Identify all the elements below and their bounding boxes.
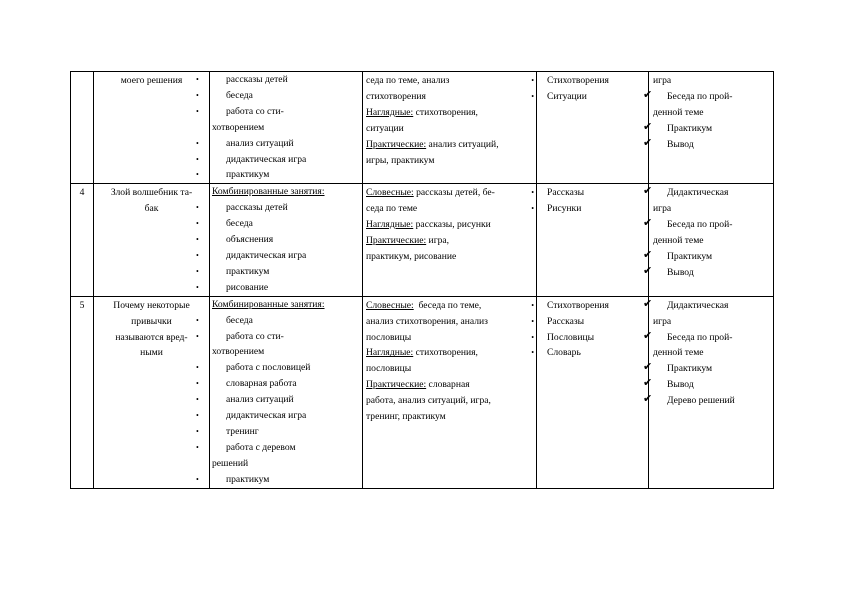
- checkmark-icon: ✔: [643, 185, 653, 198]
- checkmark-icon: ✔: [643, 377, 653, 390]
- form-text: игры, практикум: [366, 154, 435, 166]
- bullet-icon: •: [531, 204, 534, 214]
- bullet-icon: •: [196, 138, 199, 148]
- result-text: игра: [653, 315, 672, 327]
- form-item: [366, 73, 534, 89]
- form-label: Наглядные:: [366, 106, 414, 118]
- visual-aids-cell: [537, 296, 649, 488]
- methods-header: Комбинированные занятия:: [212, 298, 325, 310]
- results-cell: [643, 296, 774, 488]
- bullet-icon: •: [196, 154, 199, 164]
- result-item: [653, 73, 771, 89]
- checkmark-icon: ✔: [643, 297, 653, 310]
- result-item: [643, 329, 771, 346]
- methods-cell: [196, 184, 363, 296]
- method-item: [196, 104, 362, 120]
- result-item: [643, 120, 771, 137]
- method-text: анализ ситуаций: [226, 137, 294, 149]
- method-item: [196, 313, 362, 329]
- visual-aid-item: Рассказы: [547, 315, 585, 327]
- lesson-topic-cell: [94, 72, 210, 184]
- form-text: работа, анализ ситуаций, игра,: [366, 395, 491, 407]
- result-item: [643, 264, 771, 281]
- form-item: [366, 217, 534, 233]
- results-cell: [643, 72, 774, 184]
- result-text: Беседа по прой-: [667, 90, 733, 102]
- form-text: седа по теме, анализ: [366, 75, 450, 86]
- result-item: [643, 297, 771, 314]
- visual-aid-item: Стихотворения: [547, 299, 609, 311]
- checkmark-icon: ✔: [643, 248, 653, 261]
- form-label: Наглядные:: [366, 219, 414, 231]
- bullet-icon: •: [196, 75, 199, 84]
- visual-aids-cell: [537, 72, 649, 184]
- method-text: работа с деревом: [226, 441, 296, 453]
- bullet-icon: •: [531, 188, 534, 198]
- form-item: [366, 298, 534, 314]
- bullet-icon: •: [196, 363, 199, 373]
- form-text: игра,: [426, 235, 450, 247]
- bullet-icon: •: [531, 348, 534, 358]
- form-label: Практические:: [366, 379, 427, 391]
- visual-aid-item: Ситуации: [547, 90, 587, 102]
- form-item: [366, 345, 534, 361]
- method-text: работа со сти-: [226, 330, 284, 342]
- result-item: [653, 105, 771, 121]
- result-text: Практикум: [667, 363, 713, 375]
- result-text: игра: [653, 75, 672, 86]
- method-item: [196, 280, 362, 296]
- result-text: Дидактическая: [667, 299, 729, 311]
- form-item: [366, 121, 534, 137]
- bullet-icon: •: [196, 282, 199, 292]
- method-item: [196, 440, 362, 456]
- method-item: [196, 136, 362, 152]
- checkmark-icon: ✔: [643, 393, 653, 406]
- bullet-icon: •: [196, 411, 199, 421]
- lesson-topic-cell: [94, 296, 210, 488]
- bullet-icon: •: [196, 331, 199, 341]
- result-text: Практикум: [667, 122, 713, 134]
- checkmark-icon: ✔: [643, 88, 653, 101]
- method-text: словарная работа: [226, 378, 297, 390]
- result-item: [653, 201, 771, 217]
- table-row: [71, 296, 774, 488]
- bullet-icon: •: [196, 235, 199, 245]
- method-item: [196, 232, 362, 248]
- method-text: дидактическая игра: [226, 153, 307, 165]
- result-text: Вывод: [667, 138, 694, 150]
- method-text: работа с пословицей: [226, 362, 311, 374]
- method-item: [196, 424, 362, 440]
- form-label: Наглядные:: [366, 347, 414, 359]
- method-text: практикум: [226, 473, 270, 485]
- result-text: Беседа по прой-: [667, 331, 733, 343]
- form-item: [366, 361, 534, 377]
- result-item: [653, 233, 771, 249]
- form-text: беседа по теме,: [413, 299, 482, 311]
- method-text: дидактическая игра: [226, 249, 307, 261]
- method-item: [196, 200, 362, 216]
- method-item: [196, 152, 362, 168]
- form-text: стихотворения: [366, 90, 426, 102]
- method-item: [196, 72, 362, 88]
- method-item: [196, 376, 362, 392]
- lesson-number-cell: [71, 184, 94, 296]
- checkmark-icon: ✔: [643, 136, 653, 149]
- form-text: анализ ситуаций,: [426, 138, 499, 150]
- result-text: денной теме: [653, 235, 704, 247]
- bullet-icon: •: [196, 474, 199, 484]
- form-text: тренинг, практикум: [366, 411, 446, 423]
- form-item: [366, 201, 534, 217]
- method-text: решений: [212, 457, 249, 469]
- bullet-icon: •: [196, 250, 199, 260]
- visual-aid-item: Рисунки: [547, 203, 582, 215]
- method-text: беседа: [226, 89, 253, 101]
- result-text: Вывод: [667, 379, 694, 391]
- method-text: рисование: [226, 281, 269, 293]
- form-text: рассказы, рисунки: [413, 219, 491, 231]
- method-item: [196, 408, 362, 424]
- lesson-topic-cell: [94, 184, 210, 296]
- result-text: игра: [653, 203, 672, 215]
- method-item: [196, 360, 362, 376]
- checkmark-icon: ✔: [643, 120, 653, 133]
- method-text: тренинг: [226, 425, 259, 437]
- form-text: стихотворения,: [413, 347, 478, 359]
- table-row: [71, 184, 774, 296]
- lesson-plan-table: [70, 71, 774, 489]
- checkmark-icon: ✔: [643, 361, 653, 374]
- forms-cell: [363, 184, 537, 296]
- visual-aid-item: Пословицы: [547, 331, 595, 343]
- method-item: [196, 88, 362, 104]
- method-item: [212, 344, 362, 360]
- form-item: [366, 314, 534, 330]
- result-text: Вывод: [667, 266, 694, 278]
- form-text: стихотворения,: [413, 106, 478, 118]
- method-item: [196, 167, 362, 183]
- form-item: [366, 185, 534, 201]
- method-text: практикум: [226, 169, 270, 181]
- bullet-icon: •: [196, 203, 199, 213]
- lesson-topic-line: привычки: [131, 315, 172, 327]
- lesson-number-cell: [71, 296, 94, 488]
- form-text: словарная: [426, 379, 470, 391]
- method-text: рассказы детей: [226, 202, 288, 214]
- checkmark-icon: ✔: [643, 217, 653, 230]
- method-text: рассказы детей: [226, 74, 288, 85]
- bullet-icon: •: [196, 395, 199, 405]
- result-item: [643, 136, 771, 153]
- result-item: [643, 88, 771, 105]
- result-item: [643, 248, 771, 265]
- lesson-topic-line: Почему некоторые: [113, 299, 190, 311]
- table-row: [71, 72, 774, 184]
- lesson-topic-line: называются вред-: [115, 331, 188, 343]
- method-text: беседа: [226, 218, 253, 230]
- result-item: [643, 377, 771, 393]
- form-text: ситуации: [366, 122, 404, 134]
- result-text: Беседа по прой-: [667, 219, 733, 231]
- result-item: [653, 345, 771, 361]
- form-item: [366, 89, 534, 105]
- lesson-number: 5: [79, 299, 85, 311]
- form-text: пословицы: [366, 363, 412, 375]
- form-item: [366, 249, 534, 265]
- methods-header: Комбинированные занятия:: [212, 186, 325, 198]
- method-text: объяснения: [226, 234, 274, 246]
- bullet-icon: •: [531, 300, 534, 310]
- bullet-icon: •: [196, 266, 199, 276]
- lesson-topic-line: ными: [140, 347, 163, 359]
- form-label: Практические:: [366, 138, 427, 150]
- lesson-number-cell: [71, 72, 94, 184]
- method-text: анализ ситуаций: [226, 394, 294, 406]
- visual-aid-item: Стихотворения: [547, 75, 609, 86]
- bullet-icon: •: [196, 106, 199, 116]
- bullet-icon: •: [196, 170, 199, 180]
- method-item: [196, 392, 362, 408]
- result-text: денной теме: [653, 347, 704, 359]
- method-text: хотворением: [212, 346, 265, 358]
- method-item: [196, 216, 362, 232]
- form-text: пословицы: [366, 331, 412, 343]
- form-label: Практические:: [366, 235, 427, 247]
- result-item: [643, 393, 771, 409]
- bullet-icon: •: [531, 316, 534, 326]
- method-item: [196, 329, 362, 345]
- visual-aid-item: Словарь: [547, 347, 581, 359]
- result-text: Практикум: [667, 250, 713, 262]
- result-text: Дидактическая: [667, 187, 729, 199]
- form-text: практикум, рисование: [366, 250, 457, 262]
- method-item: [212, 456, 362, 472]
- results-cell: [643, 184, 774, 296]
- visual-aid-item: Рассказы: [547, 187, 585, 199]
- visual-aids-cell: [537, 184, 649, 296]
- bullet-icon: •: [531, 76, 534, 85]
- method-text: работа со сти-: [226, 105, 284, 117]
- form-text: рассказы детей, бе-: [413, 187, 495, 199]
- lesson-topic-line: моего решения: [120, 75, 183, 86]
- bullet-icon: •: [196, 219, 199, 229]
- bullet-icon: •: [196, 90, 199, 100]
- form-item: [366, 233, 534, 249]
- form-item: [366, 393, 534, 409]
- lesson-topic-line: Злой волшебник та-: [110, 187, 193, 199]
- bullet-icon: •: [196, 379, 199, 389]
- form-label: Словесные:: [366, 299, 414, 311]
- result-text: Дерево решений: [667, 395, 735, 407]
- result-item: [643, 185, 771, 201]
- form-item: [366, 153, 534, 169]
- method-item: [196, 472, 362, 488]
- bullet-icon: •: [531, 332, 534, 342]
- bullet-icon: •: [531, 91, 534, 101]
- form-text: седа по теме: [366, 203, 418, 215]
- form-item: [366, 137, 534, 153]
- checkmark-icon: ✔: [643, 329, 653, 342]
- method-text: беседа: [226, 314, 253, 326]
- bullet-icon: •: [196, 426, 199, 436]
- lesson-number: 4: [79, 187, 85, 199]
- bullet-icon: •: [196, 315, 199, 325]
- method-text: дидактическая игра: [226, 410, 307, 422]
- method-text: хотворением: [212, 121, 265, 133]
- forms-cell: [363, 72, 537, 184]
- form-item: [366, 330, 534, 346]
- form-item: [366, 409, 534, 425]
- forms-cell: [363, 296, 537, 488]
- result-item: [653, 314, 771, 330]
- checkmark-icon: ✔: [643, 264, 653, 277]
- result-text: денной теме: [653, 106, 704, 118]
- methods-cell: [196, 296, 363, 488]
- method-item: [196, 264, 362, 280]
- method-text: практикум: [226, 265, 270, 277]
- method-item: [196, 248, 362, 264]
- method-item: [212, 120, 362, 136]
- result-item: [643, 361, 771, 377]
- form-text: анализ стихотворения, анализ: [366, 315, 488, 327]
- form-item: [366, 377, 534, 393]
- lesson-topic-line: бак: [144, 203, 159, 215]
- bullet-icon: •: [196, 442, 199, 452]
- methods-cell: [196, 72, 363, 184]
- form-label: Словесные:: [366, 187, 414, 199]
- result-item: [643, 217, 771, 233]
- form-item: [366, 105, 534, 121]
